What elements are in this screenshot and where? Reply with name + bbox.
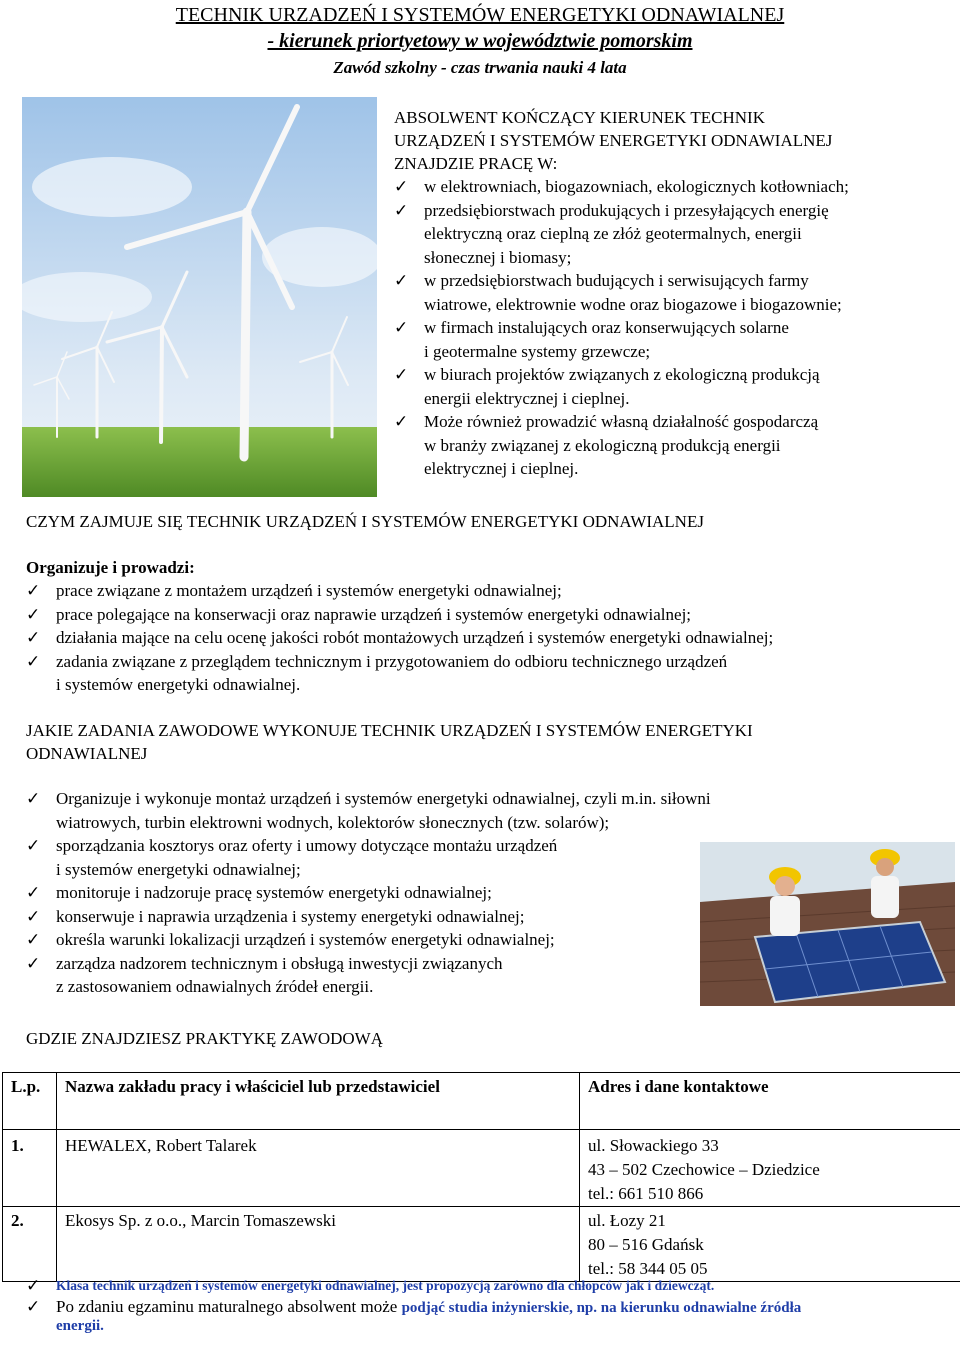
footer-note-1: Klasa technik urządzeń i systemów energetyki odnawialnej, jest propozycją zarówno dla chłopców jak i dziewcząt. bbox=[56, 1278, 715, 1293]
checkmark-icon: ✓ bbox=[26, 651, 41, 671]
czym-list bbox=[26, 579, 956, 697]
company-address: ul. Łozy 21 80 – 516 Gdańsk tel.: 58 344 05 05 bbox=[580, 1207, 960, 1282]
checkmark-icon: ✓ bbox=[394, 271, 409, 290]
checkmark-icon: ✓ bbox=[26, 628, 41, 647]
checkmark-icon: ✓ bbox=[26, 789, 41, 808]
row-number: 2. bbox=[3, 1207, 57, 1282]
checkmark-icon: ✓ bbox=[394, 365, 409, 384]
checkmark-icon: ✓ bbox=[394, 412, 409, 431]
checkmark-icon: ✓ bbox=[26, 953, 41, 973]
list-item: ✓ określa warunki lokalizacji urządzeń i systemów energetyki odnawialnej; bbox=[26, 928, 956, 952]
list-item: ✓ zadania związane z przeglądem technicznym i przygotowaniem do odbioru technicznego urządzeń i systemów energetyki odnawialnej. bbox=[26, 651, 728, 694]
list-item: ✓ działania mające na celu ocenę jakości robót montażowych urządzeń i systemów energetyki odnawialnej; bbox=[26, 626, 956, 650]
row-number: 1. bbox=[3, 1130, 57, 1207]
praktyka-heading: GDZIE ZNAJDZIESZ PRAKTYKĘ ZAWODOWĄ bbox=[26, 1029, 383, 1048]
checkmark-icon: ✓ bbox=[394, 318, 409, 337]
list-item: ✓ w przedsiębiorstwach budujących i serwisujących farmy wiatrowe, elektrownie wodne oraz biogazowe i biogazownie; bbox=[394, 271, 842, 314]
document-title: TECHNIK URZADZEŃ I SYSTEMÓW ENERGETYKI ODNAWIALNEJ bbox=[175, 4, 785, 26]
zadania-heading: JAKIE ZADANIA ZAWODOWE WYKONUJE TECHNIK URZĄDZEŃ I SYSTEMÓW ENERGETYKI ODNAWIALNEJ bbox=[26, 721, 753, 763]
absolwent-heading: ABSOLWENT KOŃCZĄCY KIERUNEK TECHNIK URZĄDZEŃ I SYSTEMÓW ENERGETYKI ODNAWIALNEJ ZNAJDZIE PRACĘ W: bbox=[394, 108, 833, 173]
footer-note-2-cont: energii. bbox=[56, 1318, 104, 1334]
list-item: ✓ prace związane z montażem urządzeń i systemów energetyki odnawialnej; bbox=[26, 579, 956, 603]
solar-workers-image bbox=[700, 842, 955, 1006]
checkmark-icon: ✓ bbox=[26, 906, 41, 926]
company-name: Ekosys Sp. z o.o., Marcin Tomaszewski bbox=[57, 1207, 580, 1282]
list-item: ✓ przedsiębiorstwach produkujących i przesyłających energię elektryczną oraz cieplną ze złóż geotermalnych, energii słonecznej i biomasy; bbox=[394, 200, 829, 267]
checkmark-icon: ✓ bbox=[26, 1276, 41, 1295]
list-item: ✓ monitoruje i nadzoruje pracę systemów energetyki odnawialnej; bbox=[26, 881, 956, 905]
absolwent-list bbox=[394, 175, 960, 481]
table-header-row bbox=[3, 1073, 960, 1130]
checkmark-icon: ✓ bbox=[26, 581, 41, 600]
document-subtitle: - kierunek priortyetowy w województwie pomorskim bbox=[267, 30, 693, 52]
list-item: ✓ Organizuje i wykonuje montaż urządzeń i systemów energetyki odnawialnej, czyli m.in. siłowni wiatrowych, turbin elektrowni wodnych, kolektorów słonecznych (tzw. solarów); bbox=[26, 789, 711, 832]
document-note: Zawód szkolny - czas trwania nauki 4 lata bbox=[333, 58, 627, 77]
company-name: HEWALEX, Robert Talarek bbox=[57, 1130, 580, 1207]
praktyka-table bbox=[2, 1072, 960, 1282]
column-header: Adres i dane kontaktowe bbox=[580, 1073, 960, 1130]
checkmark-icon: ✓ bbox=[394, 200, 409, 220]
list-item: ✓ konserwuje i naprawia urządzenia i systemy energetyki odnawialnej; bbox=[26, 905, 956, 929]
list-item: ✓ w firmach instalujących oraz konserwujących solarne i geotermalne systemy grzewcze; bbox=[394, 318, 789, 361]
column-header: L.p. bbox=[3, 1073, 57, 1130]
checkmark-icon: ✓ bbox=[26, 1297, 41, 1316]
footer-notes bbox=[26, 1276, 960, 1335]
list-item bbox=[26, 1296, 960, 1319]
company-address: ul. Słowackiego 33 43 – 502 Czechowice – Dziedzice tel.: 661 510 866 bbox=[580, 1130, 960, 1207]
list-item: ✓ w elektrowniach, biogazowniach, ekologicznych kotłowniach; bbox=[394, 175, 960, 199]
checkmark-icon: ✓ bbox=[26, 604, 41, 624]
checkmark-icon: ✓ bbox=[26, 883, 41, 902]
list-item: ✓ Może również prowadzić własną działalność gospodarczą w branży związanej z ekologiczną produkcją energii elektrycznej i cieplnej. bbox=[394, 412, 819, 478]
czym-heading: CZYM ZAJMUJE SIĘ TECHNIK URZĄDZEŃ I SYSTEMÓW ENERGETYKI ODNAWIALNEJ bbox=[26, 512, 704, 531]
list-item: ✓ zarządza nadzorem technicznym i obsługą inwestycji związanych z zastosowaniem odnawialnych źródeł energii. bbox=[26, 953, 503, 996]
footer-note-2-highlight: podjąć studia inżynierskie, np. na kierunku odnawialne źródła bbox=[401, 1300, 802, 1316]
footer-note-2: Po zdaniu egzaminu maturalnego absolwent może bbox=[56, 1297, 402, 1316]
checkmark-icon: ✓ bbox=[26, 836, 41, 855]
checkmark-icon: ✓ bbox=[26, 930, 41, 949]
table-row bbox=[3, 1207, 960, 1282]
list-item bbox=[26, 1276, 960, 1296]
list-item: ✓ w biurach projektów związanych z ekologiczną produkcją energii elektrycznej i cieplnej. bbox=[394, 365, 820, 408]
czym-subheading: Organizuje i prowadzi: bbox=[26, 558, 195, 577]
list-item: ✓ prace polegające na konserwacji oraz naprawie urządzeń i systemów energetyki odnawialnej; bbox=[26, 603, 956, 627]
list-item: ✓ sporządzania kosztorys oraz oferty i umowy dotyczące montażu urządzeń i systemów energetyki odnawialnej; bbox=[26, 836, 558, 879]
table-row bbox=[3, 1130, 960, 1207]
column-header: Nazwa zakładu pracy i właściciel lub przedstawiciel bbox=[57, 1073, 580, 1130]
wind-turbines-image bbox=[22, 97, 377, 497]
checkmark-icon: ✓ bbox=[394, 177, 409, 196]
absolwent-section bbox=[394, 106, 960, 481]
